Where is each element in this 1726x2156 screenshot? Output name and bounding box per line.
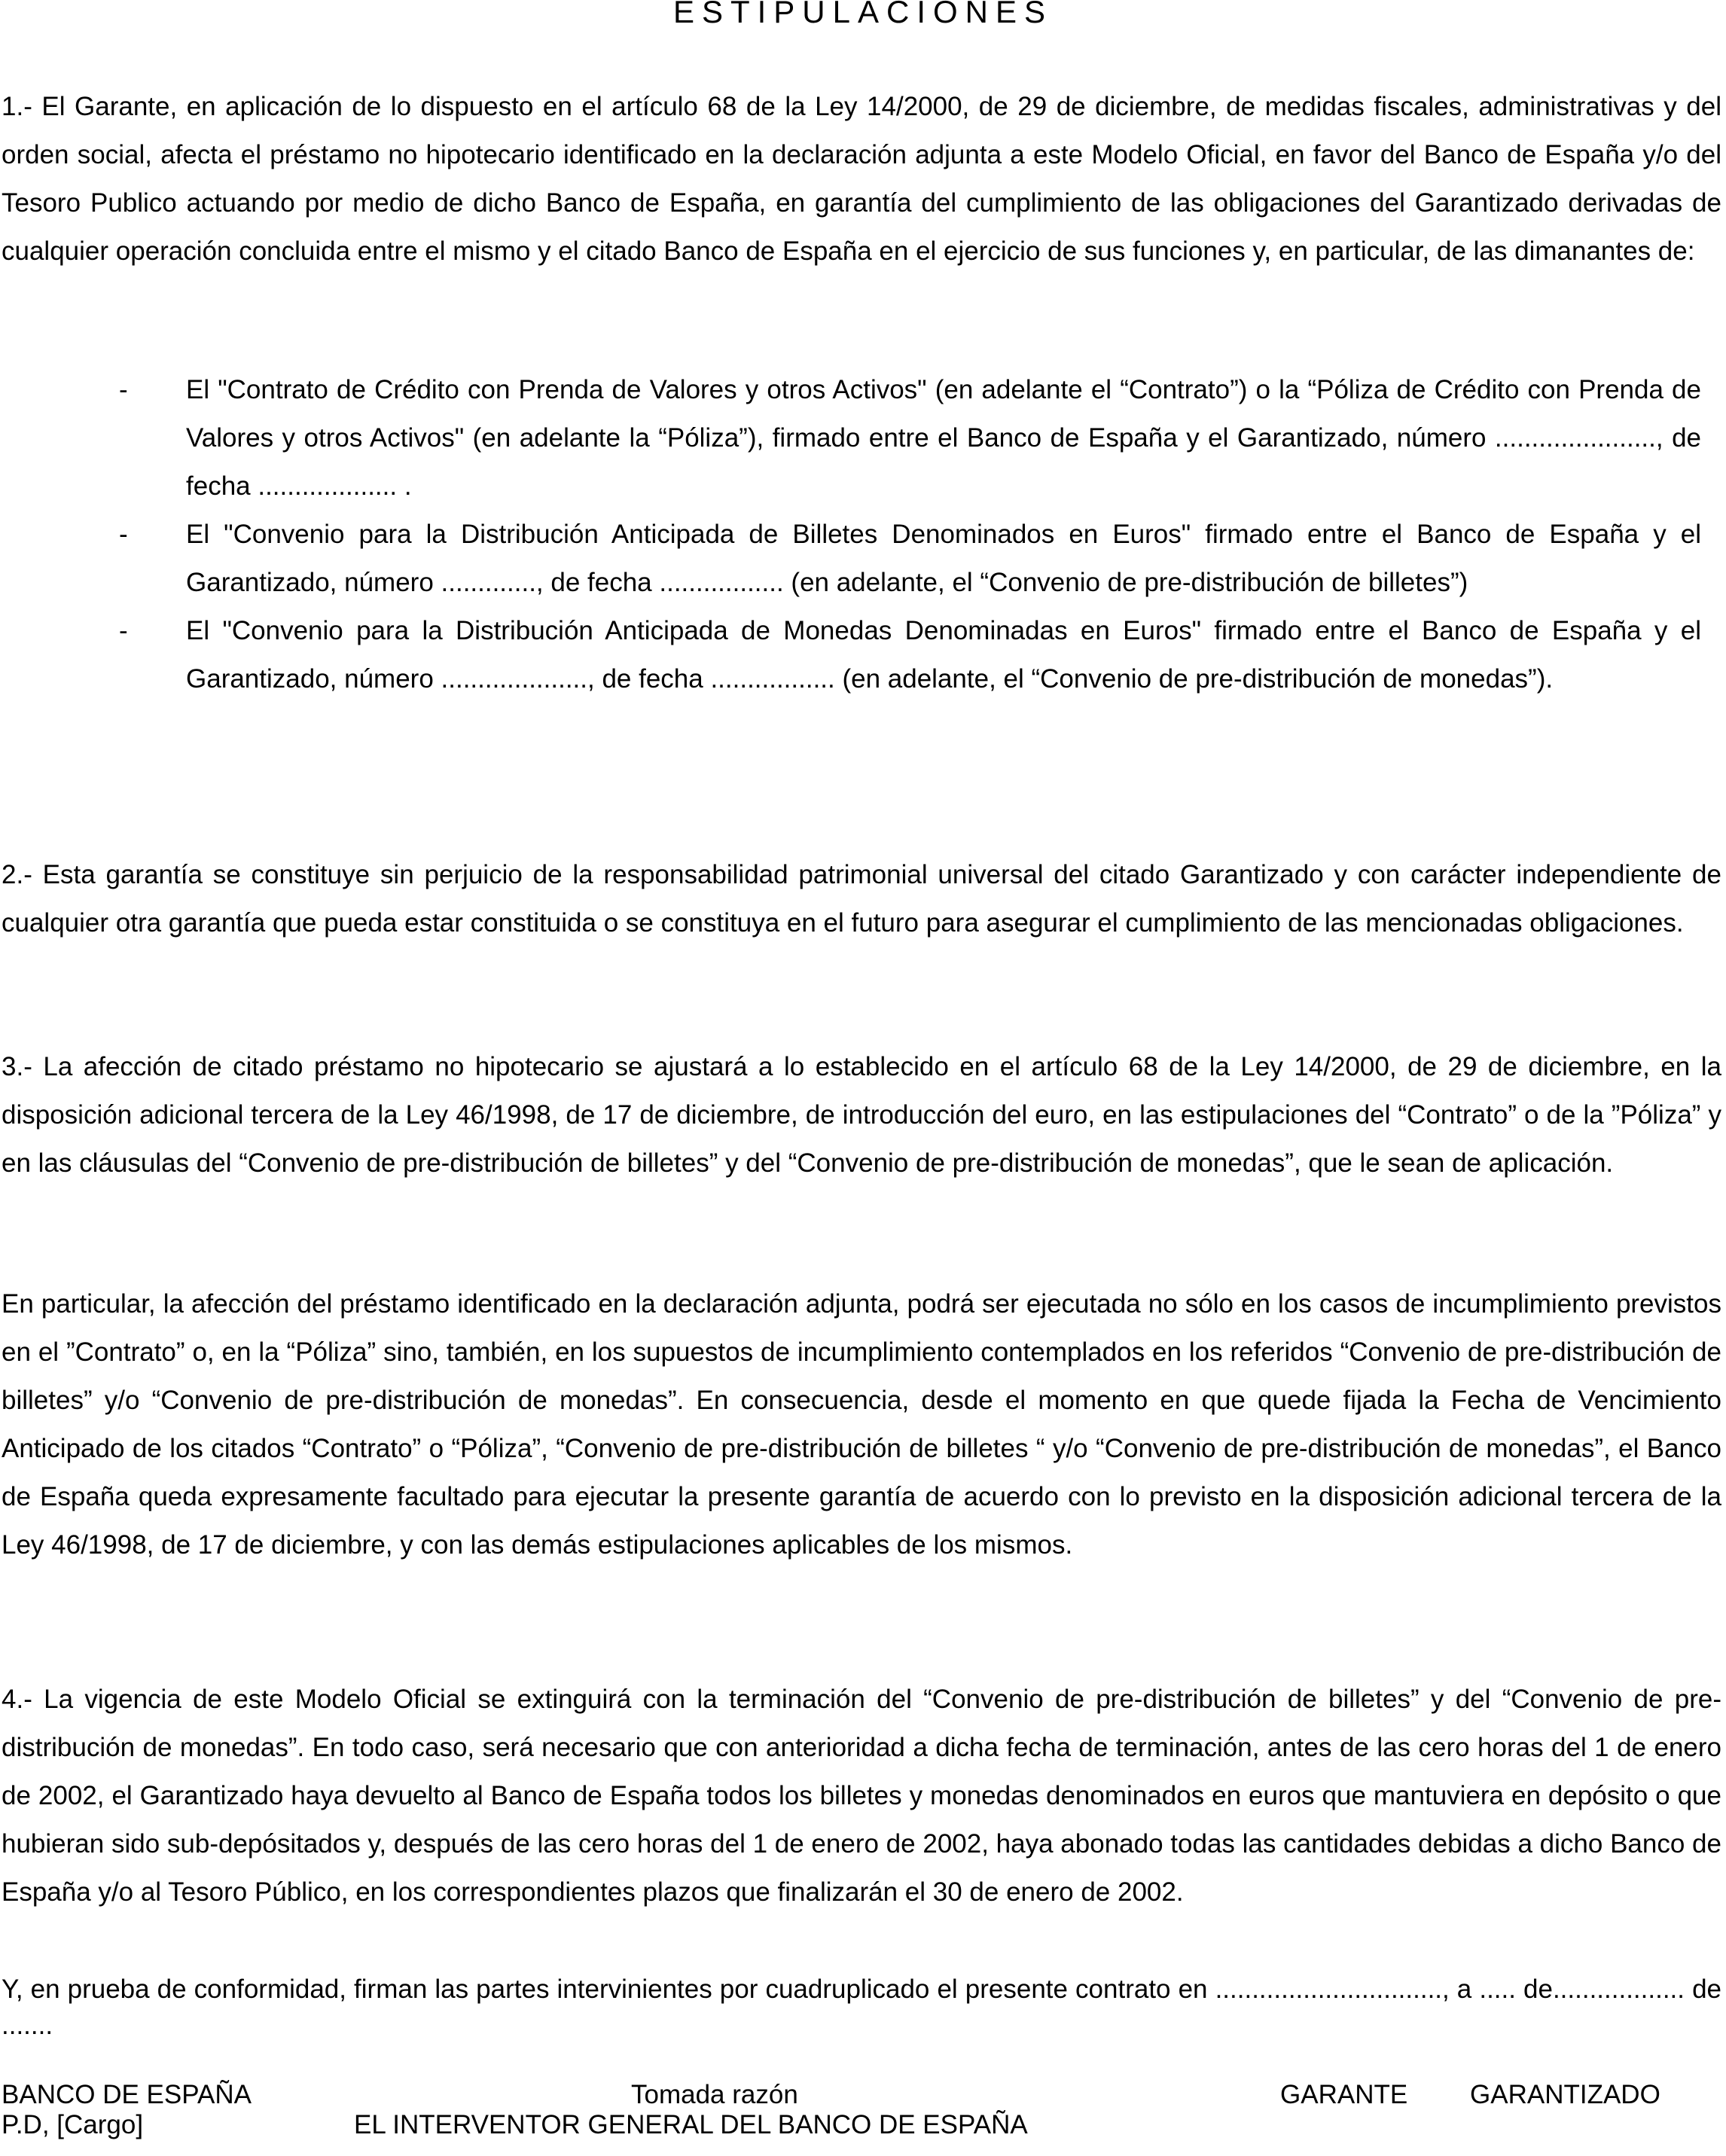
list-marker: - bbox=[119, 375, 128, 404]
signature-bank: BANCO DE ESPAÑA bbox=[2, 2080, 252, 2109]
list-item bbox=[0, 366, 1701, 511]
document-title: ESTIPULACIONES bbox=[672, 0, 1054, 29]
clause-3: 3.- La afección de citado préstamo no hipotecario se ajustará a lo establecido en el artículo 68 de la Ley 14/2000, de 29 de diciembre, en la disposición adicional tercera de la Ley 46/1998, de 17 de diciembre, de introducción del euro, en las estipulaciones del “Contrato” o de la ”Póliza” y en las cláusulas del “Convenio de pre-distribución de billetes” y del “Convenio de pre-distribución de monedas”, que le sean de aplicación. bbox=[2, 1052, 1721, 1178]
signature-noted: Tomada razón bbox=[631, 2080, 798, 2109]
list-marker: - bbox=[119, 520, 128, 549]
list-item-text: El "Convenio para la Distribución Anticipada de Monedas Denominadas en Euros" firmado entre el Banco de España y el Garantizado, número ...................., de fecha ................. (en adelante, el “Convenio de pre-distribución de monedas”). bbox=[186, 616, 1701, 694]
clause-4: 4.- La vigencia de este Modelo Oficial se extinguirá con la terminación del “Convenio de pre-distribución de billetes” y del “Convenio de pre-distribución de monedas”. En todo caso, será necesario que con anterioridad a dicha fecha de terminación, antes de las cero horas del 1 de enero de 2002, el Garantizado haya devuelto al Banco de España todos los billetes y monedas denominados en euros que mantuviera en depósito o que hubieran sido sub-depósitados y, después de las cero horas del 1 de enero de 2002, haya abonado todas las cantidades debidas a dicho Banco de España y/o al Tesoro Público, en los correspondientes plazos que finalizarán el 30 de enero de 2002. bbox=[2, 1685, 1721, 1907]
list-item bbox=[0, 511, 1701, 607]
obligations-list bbox=[0, 366, 1726, 703]
clause-2: 2.- Esta garantía se constituye sin perjuicio de la responsabilidad patrimonial universal del citado Garantizado y con carácter independiente de cualquier otra garantía que pueda estar constituida o se constituya en el futuro para asegurar el cumplimiento de las mencionadas obligaciones. bbox=[2, 860, 1721, 938]
clause-3-particular: En particular, la afección del préstamo identificado en la declaración adjunta, podrá ser ejecutada no sólo en los casos de incumplimiento previstos en el ”Contrato” o, en la “Póliza” sino, también, en los supuestos de incumplimiento contemplados en los referidos “Convenio de pre-distribución de billetes” y/o “Convenio de pre-distribución de monedas”. En consecuencia, desde el momento en que quede fijada la Fecha de Vencimiento Anticipado de los citados “Contrato” o “Póliza”, “Convenio de pre-distribución de billetes “ y/o “Convenio de pre-distribución de monedas”, el Banco de España queda expresamente facultado para ejecutar la presente garantía de acuerdo con lo previsto en la disposición adicional tercera de la Ley 46/1998, de 17 de diciembre, y con las demás estipulaciones aplicables de los mismos. bbox=[2, 1289, 1721, 1560]
signature-bank-role: P.D, [Cargo] bbox=[2, 2110, 144, 2139]
list-item-text: El "Contrato de Crédito con Prenda de Valores y otros Activos" (en adelante el “Contrato”) o la “Póliza de Crédito con Prenda de Valores y otros Activos" (en adelante la “Póliza”), firmado entre el Banco de España y el Garantizado, número ......................, de fecha ................... . bbox=[186, 375, 1701, 501]
list-item bbox=[0, 607, 1701, 703]
signature-guaranteed: GARANTIZADO bbox=[1470, 2080, 1660, 2109]
signature-guarantor: GARANTE bbox=[1280, 2080, 1408, 2109]
list-item-text: El "Convenio para la Distribución Anticipada de Billetes Denominados en Euros" firmado entre el Banco de España y el Garantizado, número ............., de fecha ................. (en adelante, el “Convenio de pre-distribución de billetes”) bbox=[186, 520, 1701, 597]
signature-intervener: EL INTERVENTOR GENERAL DEL BANCO DE ESPAÑA bbox=[354, 2110, 1028, 2139]
clause-1: 1.- El Garante, en aplicación de lo dispuesto en el artículo 68 de la Ley 14/2000, de 29 de diciembre, de medidas fiscales, administrativas y del orden social, afecta el préstamo no hipotecario identificado en la declaración adjunta a este Modelo Oficial, en favor del Banco de España y/o del Tesoro Publico actuando por medio de dicho Banco de España, en garantía del cumplimiento de las obligaciones del Garantizado derivadas de cualquier operación concluida entre el mismo y el citado Banco de España en el ejercicio de sus funciones y, en particular, de las dimanantes de: bbox=[2, 92, 1721, 266]
closing-statement: Y, en prueba de conformidad, firman las partes intervinientes por cuadruplicado el presente contrato en ..............................., a ..... de.................. de ....... bbox=[2, 1975, 1721, 2040]
list-marker: - bbox=[119, 616, 128, 645]
